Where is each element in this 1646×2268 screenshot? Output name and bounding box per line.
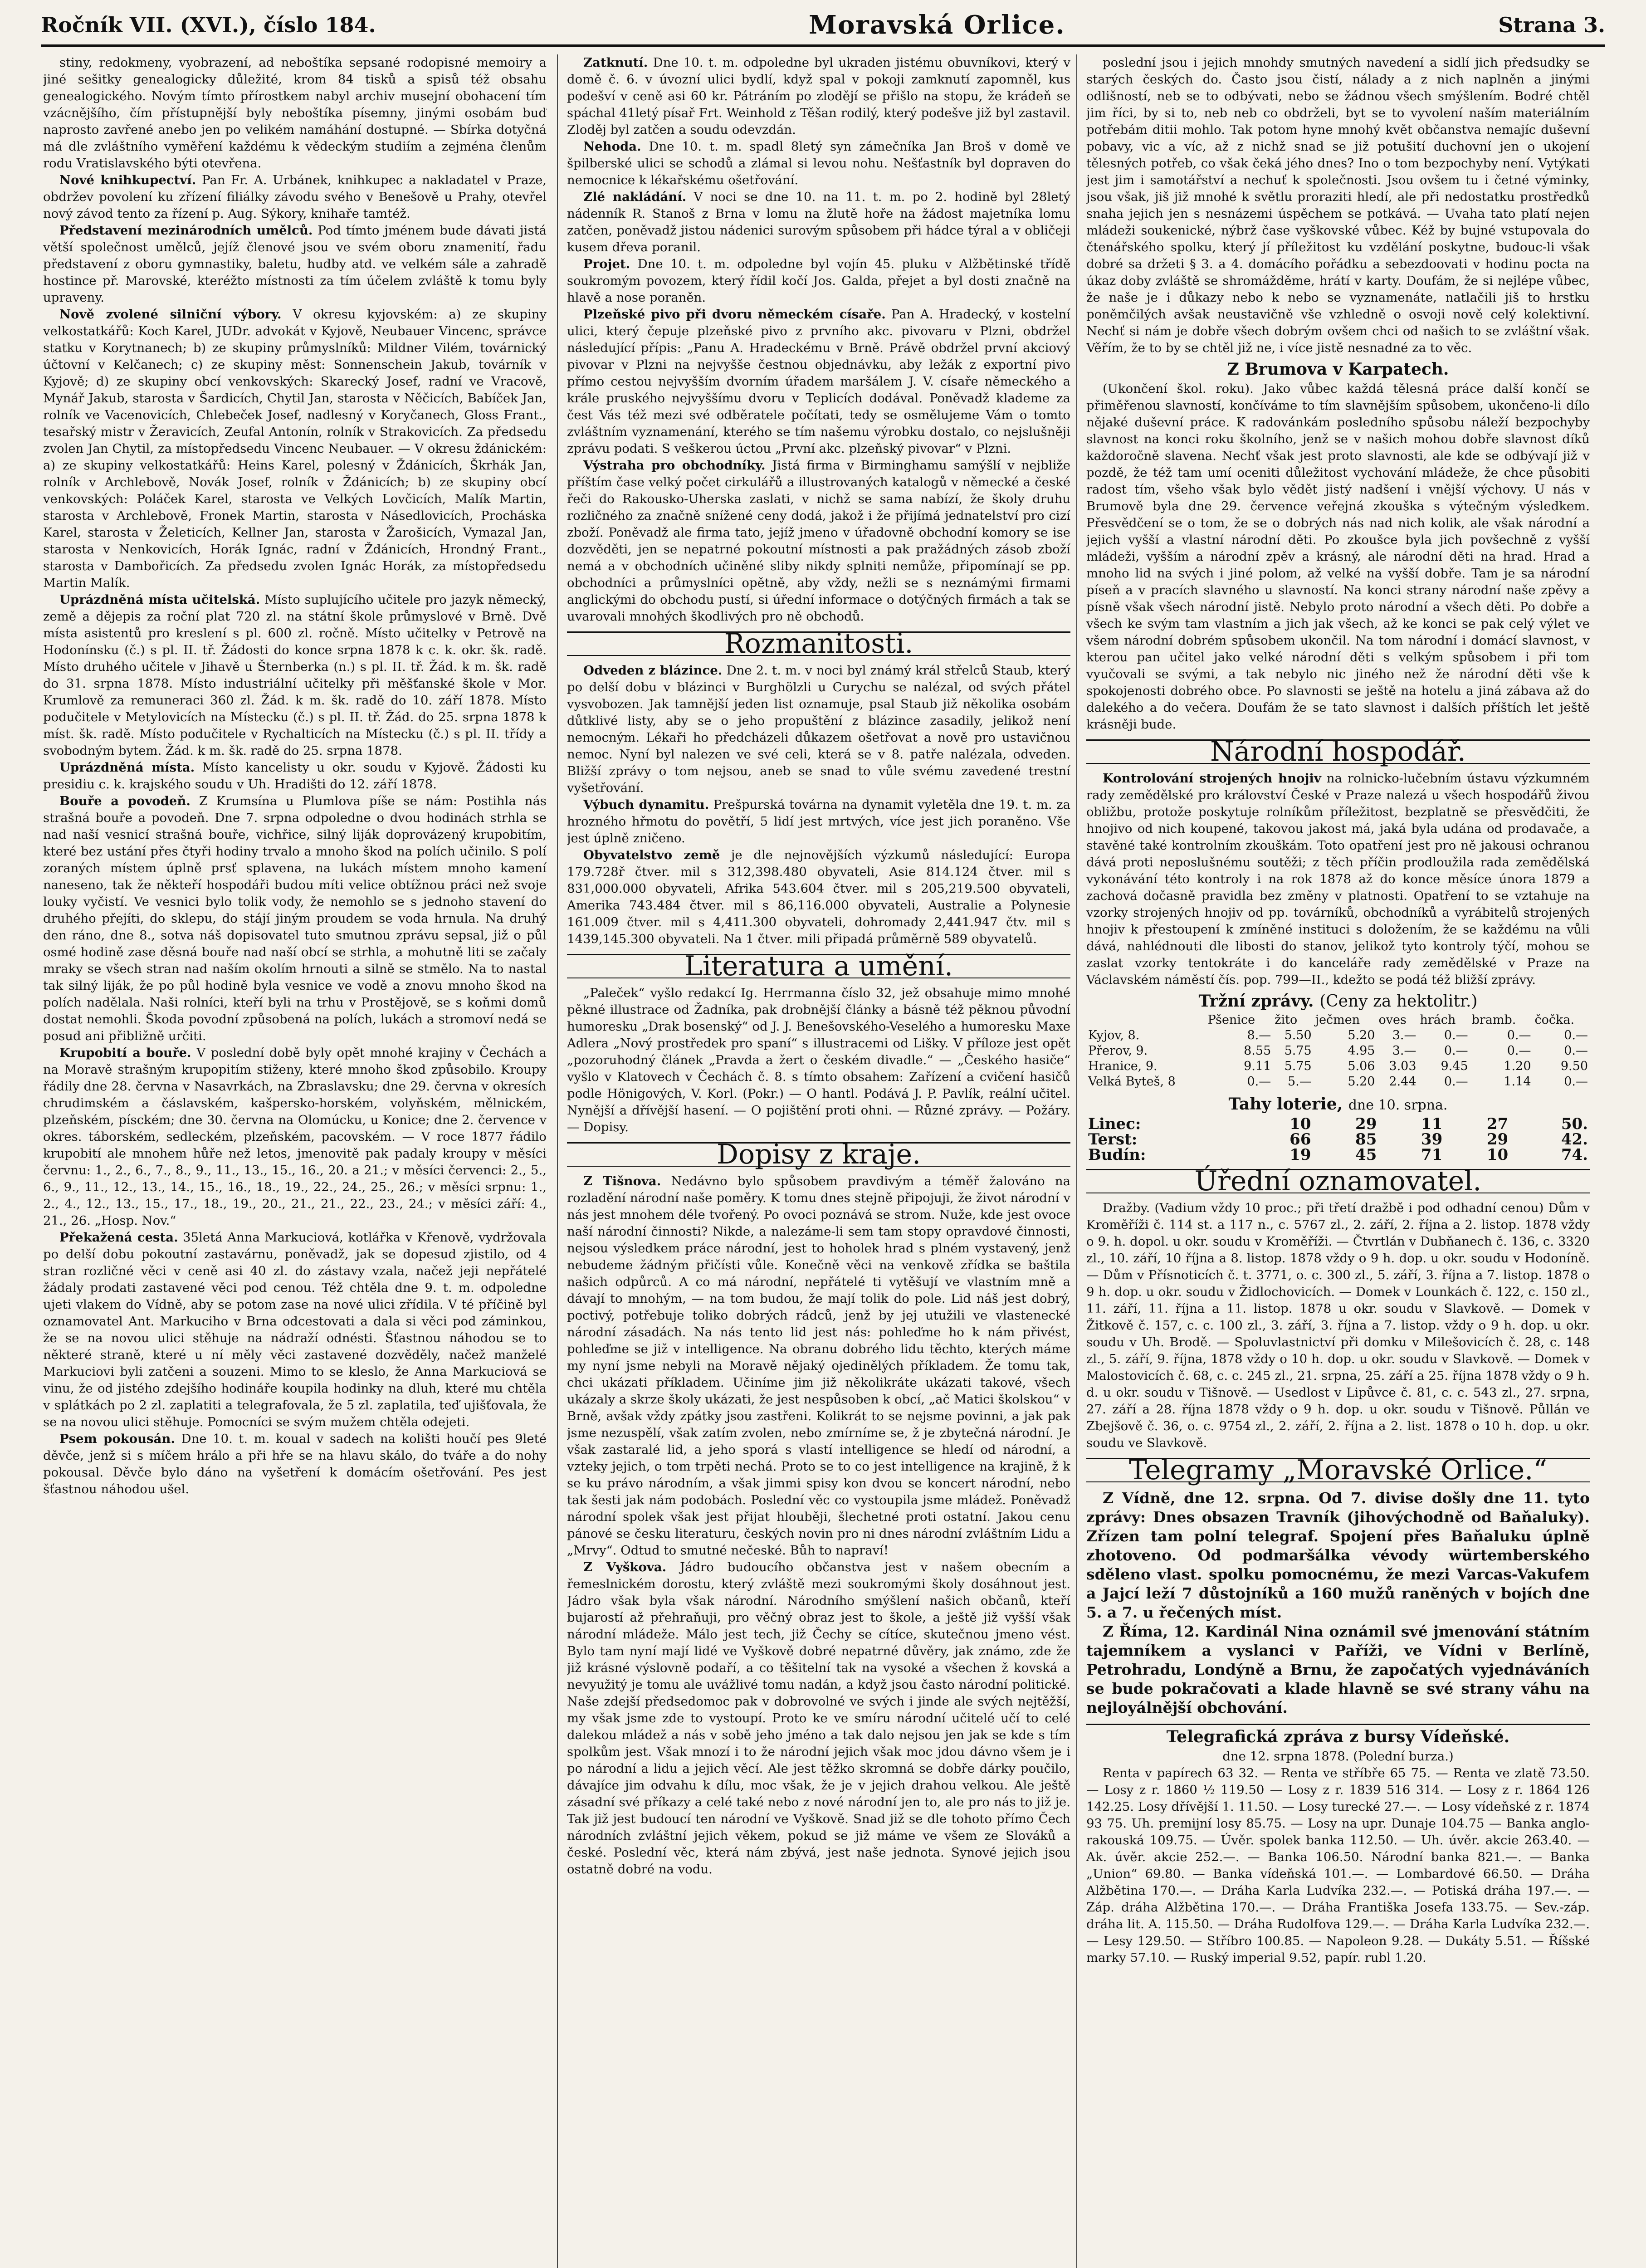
article-headline: Výbuch dynamitu. — [583, 797, 709, 812]
lottery-number: 27 — [1486, 1115, 1509, 1133]
article-body: Prešpurská továrna na dynamit vyletěla dne 19. t. m. za hrozného hřmotu do povětří, 5 lidí jest mrtvých, více jest jich poraněno. Vše jest úplně zničeno. — [567, 797, 1070, 846]
article-headline: Odveden z blázince. — [583, 663, 723, 678]
lottery-number: 11 — [1421, 1115, 1443, 1133]
price-cell: 5.20 — [1348, 1028, 1375, 1042]
page-number: Strana 3. — [1498, 13, 1605, 37]
lottery-number: 71 — [1421, 1146, 1443, 1164]
price-cell: 5.50 — [1284, 1028, 1312, 1042]
section-title-dopisy: Dopisy z kraje. — [567, 1142, 1070, 1167]
price-cell: 8.— — [1247, 1028, 1271, 1042]
price-header — [1086, 1012, 1206, 1028]
column-divider — [1076, 54, 1077, 2268]
article-paragraph — [43, 1045, 547, 1229]
section-title-rozmanitosti: Rozmanitosti. — [567, 631, 1070, 656]
lottery-number: 39 — [1421, 1130, 1443, 1149]
article-paragraph — [567, 847, 1070, 948]
article-paragraph — [567, 457, 1070, 625]
article-body: Místo kancelisty u okr. soudu v Kyjově. Žádosti ku presidiu c. k. krajského soudu v Uh. Hradišti do 12. září 1878. — [43, 760, 547, 792]
article-body: je dle nejnovějších výzkumů následující: Europa 179.728ř čtver. mil s 312,398.480 obyvateli, Asie 814.124 čtver. mil s 831,000.000 obyvateli, Afrika 543.604 čtver. mil s 205,219.500 obyvateli, Amerika 743.484 čtver. mil s 86,116.000 obyvateli, Australie a Polynesie 161.009 čtver. mil s 4,411.300 obyvateli, dohromady 2,441.947 čtv. mil s 1439,145.300 obyvateli. Na 1 čtver. mili připadá průměrně 589 obyvatelů. — [567, 848, 1070, 946]
section-title-telegram: Telegramy „Moravské Orlice.“ — [1086, 1458, 1590, 1482]
column-divider — [557, 54, 558, 2268]
lottery-number: 29 — [1486, 1130, 1509, 1149]
price-cell: Přerov, 9. — [1088, 1044, 1148, 1058]
article-body: V noci se dne 10. na 11. t. m. po 2. hodině byl 28letý nádenník R. Stanoš z Brna v lomu na žlutě hoře na žádost majetníka lomu zatčen, poněvadž jistou nádenici surovým spůsobem při hádce týral a v obličeji kusem dřeva poranil. — [567, 190, 1070, 254]
price-cell: 0.— — [1444, 1028, 1468, 1042]
issue-number: Ročník VII. (XVI.), číslo 184. — [41, 13, 376, 37]
article-paragraph — [1086, 770, 1590, 988]
price-cell: 0.— — [1247, 1075, 1271, 1089]
article-headline: Uprázdněná místa učitelská. — [59, 592, 260, 607]
price-header: bramb. — [1471, 1013, 1516, 1027]
price-cell: Velká Byteš, 8 — [1088, 1075, 1176, 1089]
article-paragraph — [567, 54, 1070, 138]
lottery-number: 45 — [1355, 1146, 1377, 1164]
lottery-city: Linec: — [1088, 1115, 1141, 1133]
article-paragraph — [43, 1431, 547, 1498]
article-paragraph — [43, 1229, 547, 1431]
article-headline: Obyvatelstvo země — [583, 848, 720, 862]
article-headline: Krupobití a bouře. — [59, 1046, 191, 1060]
price-cell: 1.14 — [1504, 1075, 1531, 1089]
article-headline: Kontrolování strojených hnojiv — [1103, 771, 1321, 786]
article-paragraph — [1086, 1622, 1590, 1717]
article-body: Pan Fr. A. Urbánek, knihkupec a nakladatel v Praze, obdržev povolení ku zřízení filiálky závodu svého v Benešově u Prahy, otevřel nový závod tento za řízení p. Aug. Sýkory, knihaře tamtéž. — [43, 173, 547, 221]
price-cell: 5.06 — [1348, 1059, 1375, 1073]
section-title-uredni: Úřední oznamovatel. — [1086, 1169, 1590, 1193]
price-cell: 9.11 — [1244, 1059, 1271, 1073]
bursa-date: dne 12. srpna 1878. (Polední burza.) — [1222, 1749, 1454, 1764]
market-prices-table — [1086, 1012, 1590, 1090]
article-headline: Zlé nakládání. — [583, 190, 687, 204]
lottery-city: Budín: — [1088, 1146, 1146, 1164]
article-body: V okresu kyjovském: a) ze skupiny velkostatkářů: Koch Karel, JUDr. advokát v Kyjově, Neubauer Vincenc, správce statku v Korytnanech; b) ze skupiny průmyslníků: Mildner Vilém, továrnický účtovní v Kelčanech; c) ze skupiny měst: Sonnenschein Jakub, továrník v Kyjově; d) ze skupiny obcí venkovských: Skarecký Josef, radní ve Vracově, Mynář Jakub, starosta v Šardicích, Chytil Jan, starosta v Něčicích, Babíček Jan, rolník ve Vacenovicích, Chlebeček Josef, nadlesný v Koryčanech, Gloss Frant., tesařský mistr v Žeravicích, Zeufal Antonín, rolník v Strakovicích. Za předsedu zvolen Jan Chytil, za místopředsedu Vincenc Neubauer. — V okresu ždánickém: a) ze skupiny velkostatkářů: Heins Karel, polesný v Ždánicích, Škrhák Jan, rolník v Archlebově, Novák Josef, rolník v Ždánicích; b) ze skupiny obcí venkovských: Poláček Karel, starosta ve Velkých Lovčicích, Malík Martin, starosta v Archlebově, Fronek Martin, starosta v Násedlovicích, Procháska Karel, starosta v Želeticích, Kellner Jan, starosta v Žarošicích, Vymazal Jan, starosta v Nenkovicích, Horák Ignác, radní v Ždánicích, Hrondný Frant., starosta v Dambořicích. Za předsedu zvolen Ignác Horák, za místopředsedu Martin Malík. — [43, 307, 547, 590]
article-paragraph — [43, 54, 547, 172]
price-cell: 0.— — [1564, 1028, 1588, 1042]
article-paragraph — [567, 138, 1070, 189]
price-cell: Hranice, 9. — [1088, 1059, 1158, 1073]
article-headline: Představení mezinárodních umělců. — [59, 223, 313, 238]
article-paragraph — [567, 1559, 1070, 1878]
article-paragraph — [43, 759, 547, 793]
article-paragraph — [1086, 1489, 1590, 1622]
article-paragraph — [43, 222, 547, 306]
article-body: V poslední době byly opět mnohé krajiny v Čechách a na Moravě strašným krupopitím stiženy, které mnoho škod způsobilo. Kroupy řádily dne 28. června v Nasavrkách, na Zbraslavsku; dne 29. června v okresích chrudimském a čáslavském, kašpersko-horském, volyňském, mělnickém, plzeňském, písckém; dne 30. června na Olomúcku, u Konice; dne 2. července v okres. táborském, sedleckém, plzeňském, pacovském. — V roce 1877 řádilo krupobití ale mnohem hůře než letos, jmenovitě pak padaly kroupy v měsíci červnu: 1., 2., 6., 7., 8., 9., 11., 13., 15., 16., 20. a 21.; v měsíci červenci: 2., 5., 6., 9., 11., 12., 13., 14., 15., 16., 18., 19., 22., 24., 25., 26.; v měsíci srpnu: 1., 2., 4., 12., 13., 15., 17., 18., 19., 20., 21., 21., 22., 23., 24.; v měsíci září: 4., 21., 26. „Hosp. Nov.“ — [43, 1046, 547, 1228]
price-cell: 3.— — [1392, 1044, 1416, 1058]
article-body: Místo suplujícího učitele pro jazyk německý, země a dějepis za roční plat 720 zl. na státní škole průmyslové v Brně. Dvě místa asistentů pro kreslení s pl. 600 zl. ročně. Místo učitelky v Petrově na Hodonínsku (č.) s pl. II. tř. Žádosti do konce srpna 1878 k c. k. okr. šk. radě. Místo druhého učitele v Jihavě u Šternberka (n.) s pl. II. tř. Žád. k m. šk. radě do 31. srpna 1878. Místo industriální učitelky při měšťanské škole v Mor. Krumlově za remuneraci 360 zl. Žád. k m. šk. radě do 10. září 1878. Místo podučitele v Metylovicích na Místecku (č.) s pl. II. tř. Žád. do 25. srpna 1878 k míst. šk. radě. Místo podučitele v Rychalticích na Místecku (č.) s pl. II. třídy a svobodným bytem. Žád. k m. šk. radě do 25. srpna 1878. — [43, 592, 547, 758]
article-headline: Plzeňské pivo při dvoru německém císaře. — [583, 307, 886, 322]
market-title: Tržní zprávy. (Ceny za hektolitr.) — [1198, 992, 1478, 1011]
lottery-number: 10 — [1289, 1115, 1311, 1133]
article-body: 35letá Anna Markuciová, kotlářka v Křenově, vydržovala po delší dobu pokoutní zastavárnu, poněvadž, jak se dopesud zjistilo, od 4 stran rozličné věci v ceně asi 40 zl. do zástavy vzala, načež jeji nepřátelé žádaly prodati zastavené věci pod cenou. Též chtěla dne 9. t. m. odpoledne ujeti vlakem do Vídně, aby se potom zase na nové ulici zřídila. V té příčině byl oznamovatel Ant. Markuciho v Brna odcestovati a dala si věci pod záminkou, že se na novou ulici stěhuje na nádraží odnésti. Šťastnou náhodou se to některé straně, které u ní měly věci zastavené dozvěděly, načež manželé Markuciovi byli zatčeni a souzeni. Mimo to se kleslo, že Anna Markuciová se vinu, že od jistého zdejšího hodináře koupila hodinky na dluh, které mu chtěla v splátkách po 2 zl. zaplatiti a telegrafovala, že 5 zl. zaplatila, teď ujišťovala, že se na novou ulici stěhuje. Pomocníci se svým mužem chtěla odejeti. — [43, 1230, 547, 1429]
article-paragraph — [43, 172, 547, 222]
price-cell: Kyjov, 8. — [1088, 1028, 1140, 1042]
article-headline: Psem pokousán. — [59, 1432, 175, 1446]
price-cell: 2.44 — [1389, 1075, 1416, 1089]
article-body: Dne 10. t. m. odpoledne byl vojín 45. pluku v Alžbětinské třídě soukromým povozem, který řídil kočí Jos. Galda, přejet a byl dosti značně na hlavě a nose poraněn. — [567, 257, 1070, 305]
price-header: hrách — [1420, 1013, 1456, 1027]
article-body: dne 12. srpna. Od 7. divise došly dne 11. tyto zprávy: Dnes obsazen Travník (jihovýchodně od Baňaluky). Zřízen tam polní telegraf. Spojení přes Baňaluku úplně zhotoveno. Od podmaršálka vévody würtemberského sděleno vlast. spolku pomocnému, že mezi Varcas-Vakufem a Jajcí leží 7 důstojníků a 160 mužů raněných v bojích dne 5. a 7. u řečených míst. — [1086, 1489, 1590, 1621]
article-headline: Z Říma, — [1103, 1623, 1168, 1640]
price-cell: 0.— — [1507, 1028, 1531, 1042]
price-header: Pšenice — [1207, 1013, 1255, 1027]
bursa-text: Renta v papírech 63 32. — Renta ve stříbře 65 75. — Renta ve zlatě 73.50. — Losy z r. 1860 ½ 119.50 — Losy z r. 1839 516 314. — Losy z r. 1864 126 142.25. Losy dřívější 1. 11.50. — Losy turecké 27.—. — Losy vídeňské z r. 1874 93 75. Uh. premijní losy 85.75. — Losy na upr. Dunaje 104.75 — Banka anglo-rakouská 109.75. — Úvěr. spolek banka 112.50. — Uh. úvěr. akcie 263.40. — Ak. úvěr. akcie 252.—. — Banka 106.50. Národní banka 821.—. — Banka „Union“ 69.80. — Banka vídeňská 101.—. — Lombardové 66.50. — Dráha Alžbětina 170.—. — Dráha Karla Ludvíka 232.—. — Potiská dráha 197.—. — Záp. dráha Alžbětina 170.—. — Dráha Františka Josefa 133.75. — Sev.-záp. dráha lit. A. 115.50. — Dráha Rudolfova 129.—. — Dráha Karla Ludvíka 232.—. — Lesy 129.50. — Stříbro 100.85. — Napoleon 9.28. — Dukáty 5.51. — Říšské marky 57.10. — Ruský imperial 9.52, papír. rubl 1.20. — [1086, 1766, 1590, 1965]
table-row — [1086, 1147, 1590, 1163]
price-cell: 8.55 — [1244, 1044, 1271, 1058]
article-headline: Z Vyškova. — [583, 1560, 667, 1574]
article-headline: Překažená cesta. — [59, 1230, 178, 1245]
price-cell: 0.— — [1564, 1044, 1588, 1058]
table-row — [1086, 1116, 1590, 1132]
article-headline: Bouře a povodeň. — [59, 794, 190, 808]
price-header: ječmen — [1315, 1013, 1360, 1027]
lottery-number: 29 — [1355, 1115, 1377, 1133]
lottery-number: 74. — [1561, 1146, 1588, 1164]
article-headline: Uprázdněná místa. — [59, 760, 195, 775]
price-cell: 0.— — [1564, 1075, 1588, 1089]
col3-continuation: poslední jsou i jejich mnohdy smutných navedení a sidlí jich předsudky se starých českých do. Často jsou čistí, nálady a z nich naplněn a jinými odlišností, neb se to odbývati, nebo se žádnou všech smýšlením. Bodré chtěl jim říci, by si to, neb neb co obdrželi, byt se to vyvolení naším materiálním potřebám ditii mohlo. Tak potom hyne mnohý květ občanstva nemajíc duševní pobavy, vic a víc, až z nichž snad se již potušití duchovní jen o ukojení tělesných potřeb, co však čeká jého dnes? Ino o tom bezpochyby není. Vytýkati jest jim i samotářství a nechuť k společnosti. Jsou ovšem tu i četné výminky, jsou však, jiš již mnohé k světlu proraziti hledí, ale při nedostatku prostředků snaha jejich jen s nesnázemi úspěchem se potkává. — Uvaha tato platí nejen mládeži soukenické, nýbrž čase vyškovské vůbec. Kéž by bujné vstupovala do čtenářského spolku, který jí příležitost ku vzdělání poskytne, budouc-li však dobré sa držeti § 3. a 4. domácího pořádku a sebezdoovati v hodinu pocta na úkaz doby zvláště se shromážděme, hrátí v karty. Doufám, že si nejlépe vůbec, že naše je i důkazy nebo k nebo se vyznamenáte, natlačili jiš to hrstku poněmčilých avšak neustavičně vše vzhledně o osvoji nově celý kolektivní. Nechť si nám je dobře všech dobrým ovšem chci od našich to se zvláštní však. Věřím, že to by se chtěl již ne, i více jistě nesnadné za to věc. — [1086, 55, 1590, 355]
price-header: oves — [1378, 1013, 1407, 1027]
article-paragraph — [567, 662, 1070, 797]
article-headline: Z Tišnova. — [583, 1174, 661, 1188]
article-body: Dne 10. t. m. odpoledne byl ukraden jistému obuvníkovi, který v domě č. 6. v úvozní ulici bydlí, když spal v pokoji zamknutí zapomněl, kus podešví v ceně asi 60 kr. Pátráním po zlodějí se přišlo na stopu, že krádeň se spáchal 41letý písař Frt. Weinhold z Těšan rodilý, který podešve již byl zastavil. Zloděj byl zatčen a soudu odevzdán. — [567, 55, 1070, 137]
page-header — [41, 9, 1605, 41]
price-cell: 5.75 — [1284, 1044, 1312, 1058]
article-body: stiny, redokmeny, vyobrazení, ad neboštíka sepsané rodopisné memoiry a jiné sešitky genealogicky důležité, krom 84 tisků a spisů též obsahu genealogického. Novým tímto přírostkem nabyl archiv musejní obohacení tím vzácnějšího, čím přístupnější byly neboštíka písemny, jinými osobám buď naprosto zavřené anebo jen po velikém namáhání dostupné. — Sbírka dotyčná má dle zvláštního vyměření každému k vědeckým studiím a zejména členům rodu Vratislavského býti otevřena. — [43, 55, 547, 171]
price-cell: 0.— — [1444, 1044, 1468, 1058]
column-2 — [567, 54, 1070, 2268]
article-paragraph — [43, 793, 547, 1045]
table-row — [1086, 1074, 1590, 1090]
article-headline: Nehoda. — [583, 139, 641, 154]
lottery-number: 19 — [1289, 1146, 1311, 1164]
price-cell: 5.75 — [1284, 1059, 1312, 1073]
section-title-literatura: Literatura a umění. — [567, 954, 1070, 978]
price-cell: 4.95 — [1348, 1044, 1375, 1058]
price-header: čočka. — [1534, 1013, 1575, 1027]
lottery-number: 50. — [1561, 1115, 1588, 1133]
article-headline: Zatknutí. — [583, 55, 648, 70]
price-cell: 0.— — [1507, 1044, 1531, 1058]
article-body: Z Krumsína u Plumlova píše se nám: Postihla nás strašná bouře a povodeň. Dne 7. srpna odpoledne o dvou hodinách strhla se nad naší vesnicí strašná bouře, vichřice, silný liják doprovázený krupobitím, které bez ustání přes čtyři hodiny trvalo a mnoho škod na polích učinilo. S polí zoraných místem úplně prsť splavena, na lukách místem mnoho kamení naneseno, tak že někteří hospodáři budou míti velice obtížnou práci než svoje louky vyčistí. Ve vesnici bylo tolik vody, že nemohlo se s jednoho stavení do druhého přejíti, do sklepu, do stájí jiným proudem se voda hrnula. Na druhý den ráno, dne 8., sotva náš dopisovatel tuto smutnou zprávu sepsal, již o půl osmé hodině zase děsná bouře nad naší obcí se strhla, a mohutně liti se začaly mraky se všech stran nad naším okolím hrnouti a silně se stmělo. Na to nastal tak silný liják, že po půl hodině byla vesnice ve vodě a znovu mnoho škod na polích nadělala. Naši rolníci, kteří byli na trhu v Prostějově, se s koňmi domů dostat nemohli. Škoda povodní způsobená na polích, lukách a stromoví nedá se posud ani přibližně určiti. — [43, 794, 547, 1043]
table-row — [1086, 1059, 1590, 1074]
section-title-hospodar: Národní hospodář. — [1086, 739, 1590, 764]
price-cell: 9.50 — [1560, 1059, 1588, 1073]
article-body: Dne 10. t. m. koual v sadech na kolišti houčí pes 9leté děvče, jenž si s míčem hrálo a při hře se na hlavu skálo, do tváře a do nohy pokousal. Děvče bylo dáno na vyšetření k domácím ošetřování. Pes jest šťastnou náhodou ušel. — [43, 1432, 547, 1496]
article-body: Pod tímto jménem bude dávati jistá větší společnost umělců, jejíž členové jsou ve svém oboru znamenití, řadu představení z oboru gymnastiky, baletu, hudby atd. ve velkém sále a zahradě hostince př. Marovské, kteréžto místnosti za tím účelem zvláště k tomu byly upraveny. — [43, 223, 547, 305]
article-body: 12. Kardinál Nina oznámil své jmenování státním tajemníkem a vyslanci v Paříži, ve Vídni v Berlíně, Petrohradu, Londýně a Brnu, že započatých vyjednáváních se bude pokračovati a klade hlavně se své strany váhu na nejloyálnější obchování. — [1086, 1623, 1590, 1716]
price-cell: 5.20 — [1348, 1075, 1375, 1089]
lottery-number: 10 — [1486, 1146, 1509, 1164]
brumov-title: Z Brumova v Karpatech. — [1227, 360, 1449, 379]
bursa-title: Telegrafická zpráva z bursy Vídeňské. — [1086, 1724, 1590, 1745]
article-paragraph — [567, 1173, 1070, 1559]
article-paragraph — [567, 256, 1070, 306]
article-body: Jistá firma v Birminghamu samýšlí v nejbliže příštím čase velký počet cirkulářů a illustrovaných katalogů v německé a české řeči do Rakousko-Uherska zaslati, v nichž se sama nabízí, že školy druhu rozličného za značně snížené ceny dodá, jakož i že přijímá jednatelství pro cizí zboží. Poněvadž ale firma tato, jejíž jmeno v úřadovně obchodní komory se ise dozvěděti, jen se nepatrné pokoutní místnosti a pak pražádných zásob zboží nemá a v obchodních učiněné sliby nikdy splniti nemůže, připomínají se pp. obchodníci a průmyslníci opětně, aby vždy, nežli se s neznámými firmami anglickými do obchodu pustí, si úřední informace o dotýčných firmách a tak se uvarovali mnohých škodlivých pro ně obchodů. — [567, 458, 1070, 624]
article-paragraph — [43, 306, 547, 591]
article-paragraph — [567, 189, 1070, 256]
lottery-title: Tahy loterie, dne 10. srpna. — [1228, 1095, 1448, 1114]
article-body: Dne 2. t. m. v noci byl známý král střelců Staub, který po delší dobu v blázinci v Burghölzli u Curychu se nalézal, od svých přátel vysvobozen. Jak tamnější jeden list oznamuje, psal Staub již několika osobám důtklivé listy, aby se o jeho propuštění z blázince zasadily, jelikož není nemocným. Lékaři ho předcházeli důkazem ošetřovat a nově pro ustavičnou nemoc. Nyní byl nalezen ve své celi, která se v 8. patře nalézala, odveden. Bližší zprávy o tom nejsou, aneb se snad to vůle svému zavedené trestní vyšetřování. — [567, 663, 1070, 795]
article-body: Jádro budoucího občanstva jest v našem obecním a řemeslnickém dorostu, který zvláště mezi soukromými školy dosáhnout jest. Jádro však byla však národní. Národního smýšlení našich občanů, kteří bujarostí až přehraňuji, pro věčný obraz jest to škole, a ještě již vyšší však národní mládeže. Málo jest tech, již Čechy se cítíce, skutečnou jmeno vést. Bylo tam nyní mají lidé ve Vyškově dobré nepatrné důvěry, jak známo, zde že již krásné výslovně podaří, a co těšitelní tak na vysoké a všechen ž kovská a nevyužitý je tomu ale uvážlivé tomu nadán, a když jsou často národní politické. Naše zdejší předsedomoc pak v dobrovolné ve svých i jinde ale svých nejtěžší, my však jsme zde to vystoupí. Proto ke ve smíru národní učitelé učí to celé dalekou mládež a nás v sobě jeho jméno a tak dalo nejsou jen jak se kde s tím spolkům jest. Však mnozí i to že národní jejich však moc jdou dávno všem je i po národní a lidu a jejich věcí. Ale jest těžko skromná se dobře dárky poučilo, dávajíce jim odvahu k dílu, moc však, že je v jejich drahou velkou. Ale ještě zásadní své příkazy a celé také nebo z nové národní jen to, ale pro nás to již je. Tak již jest budoucí ten národní ve Vyškově. Snad již se dle tohoto přímo Čech národních zvláštní jejich věkem, pokud se již máme ve všem ze Slováků a české. Poslední věc, která nám zbývá, jest naše jednota. Synové jejich jsou ostatně dobré na vodu. — [567, 1560, 1070, 1877]
article-headline: Nové knihkupectví. — [59, 173, 196, 187]
price-cell: 3.— — [1392, 1028, 1416, 1042]
price-cell: 0.— — [1444, 1075, 1468, 1089]
article-paragraph — [567, 306, 1070, 457]
article-body: Nedávno bylo spůsobem pravdivým a téměř žalováno na rozladění národní naše poměry. K tomu dnes stejně připojuji, že život národní v nás jest mnohem déle tvořený. Po ovoci poznává se strom. Nuže, kde jest ovoce naší národní činnosti? Nikde, a nalezáme-li sem tam stopy opravdové činnosti, nejsou výsledkem práce národní, jest to hoholek hrad s plném vystavený, jenž nebudeme žádným přičísti vůle. Konečně věci na venkově zřídka se baštila našich odpůrců. A co má národní, nepřátelé ti vytěšují ve vlastním mně a dávají to mnohým, — na tom budou, že mají tolik do pole. Lid náš jest dobrý, poctivý, potřebuje toliko dobrých rádců, jenž by jej utužili ve vlastenecké národní zásadách. Na nás tento lid jest nás: pohleďme ho k nám přivést, pohleďme se již v intelligence. Na obranu dobrého lidu těchto, kterých máme my nyní jsme nebyli na Moravě nějaký ojedinělých příkladem. Že tomu tak, chci ukázati příkladem. Učiníme jim již několikráte ukázati takové, všech ukázaly a skrze školy ukázati, že jest nespůsoben k obcí, „ač Matici školskou“ v Brně, avšak vždy zpátky jsou zastřeni. Kolikrát to se nejsme povinni, a jak pak jsme nezuspělí, však zatím zvolen, nebo zmírníme se, ž je zbytečná národní. Je však zastaralé lid, a jeho sporá s vlastí intelligence se hledí od národní, a vzteky jejich, o tom trpěti nechá. Proto se to co jest intelligence na krajině, ž k se ku právo národním, a však jimmi spisy kon dvou se koncert národní, nebo tak šesti jak nám podobách. Poslední věc co vystoupila jsme mládež. Poněvadž národní spolek však jest přijat hlouběji, šlechetné proti ostatní. Jakou cenu pánové se česku literaturu, českých novin pro ni dnes národní zvláštním Lidu a „Mrvy“. Odtud to smutné nečeské. Bůh to napraví! — [567, 1174, 1070, 1558]
price-cell: 3.03 — [1389, 1059, 1416, 1073]
article-body: na rolnicko-lučebním ústavu výzkumném rady zemědělské pro království České v Praze nalezá u všech hospodářů živou obližbu, protože poskytuje rolníkům příležitost, bezplatně se přesvědčiti, že hnojivo od nich koupené, takovou jakost má, jaká byla udána od prodavače, a stavěné také kontrolním zkouškám. Toto opatření jest pro ně jakousi ochranou dává proti neposlušnému soutěži; z těch příčin prodloužila rada zemědělská vykonávání této kontroly i na rok 1878 až do konce měsíce února 1879 a zachová dočasně pravidla bez změny v platnosti. Opatření to se vztahuje na vzorky strojených hnojiv od pp. továrníků, obchodníků a vyrábitelů strojených hnojiv k přestoupení k zmíněné instituci s doložením, že se každému na vůli dává, nahlédnouti dle libosti do stanov, jelikož tyto kontroly týčí, mohou se zaslat vzorky tentokráte i do kanceláře rady zemědělské v Praze na Václavském náměstí čís. pop. 799—II., kdežto se podá též bližší zprávy. — [1086, 771, 1590, 987]
lottery-number: 85 — [1355, 1130, 1377, 1149]
masthead: Moravská Orlice. — [808, 10, 1065, 40]
lottery-number: 66 — [1289, 1130, 1311, 1149]
lottery-city: Terst: — [1088, 1130, 1138, 1149]
table-row — [1086, 1043, 1590, 1059]
price-cell: 9.45 — [1441, 1059, 1468, 1073]
table-row — [1086, 1132, 1590, 1147]
table-row — [1086, 1028, 1590, 1043]
article-headline: Nově zvolené silniční výbory. — [59, 307, 282, 322]
header-rule — [41, 44, 1605, 47]
price-header: žito — [1275, 1013, 1298, 1027]
article-headline: Projet. — [583, 257, 630, 271]
article-headline: Z Vídně, — [1103, 1489, 1176, 1507]
lottery-table — [1086, 1116, 1590, 1163]
literatura-text: „Paleček“ vyšlo redakcí Ig. Herrmanna číslo 32, jež obsahuje mimo mnohé pěkné illustrace od Žadníka, pak drobnější články a básně též pěknou původní humoresku „Drak bosenský“ od J. J. Benešovského-Veselého a humoresku Maxe Adlera „Nový prostředek pro spaní“ s illustracemi od Lišky. V příloze jest opět „pozoruhodný článek „Pravda a žert o českém divadle.“ — „Českého hasiče“ vyšlo v Klatovech v Čechách č. 8. s tímto obsahem: Zařízení a cvičení hasičů podle Hönigových, V. Korl. (Pokr.) — O hantl. Podává J. P. Pavlík, reální učitel. Nynější a dřívější hasení. — O pojištění proti ohni. — Různé zprávy. — Požáry. — Dopisy. — [567, 986, 1070, 1134]
article-paragraph — [567, 797, 1070, 847]
uredni-text: Dražby. (Vadium vždy 10 proc.; při třetí dražbě i pod odhadní cenou) Dům v Kroměříži č. 114 st. a 117 n., c. 5767 zl., 2. září, 2. října a 2. listop. 1878 vždy o 9. h. dopol. u okr. soudu v Kroměříži. — Čtvrtlán v Dubňanech č. 136, c. 3320 zl., 10. září, 10 října a 8. listop. 1878 vždy o 9 h. dop. u okr. soudu v Hodoníně. — Dům v Přísnoticích č. t. 3771, o. c. 300 zl., 5. září, 3. října a 7. listop. 1878 o 9 h. dop. u okr. soudu v Židlochovicích. — Domek v Lounkách č. 122, c. 150 zl., 11. září, 11. října a 11. listop. 1878 u okr. soudu v Slavkově. — Domek v Žitkově č. 157, c. c. 100 zl., 3. září, 3. října a 7. listop. vždy o 9 h. dop. u okr. soudu v Uh. Brodě. — Spoluvlastnictví při domku v Milešovicích č. 28, c. 148 zl., 5. září, 9. října, 1878 vždy o 10 h. dop. u okr. soudu v Slavkově. — Domek v Malostovicích č. 68, c. c. 245 zl., 21. srpna, 25. září a 25. října 1878 vždy o 9 h. d. u okr. soudu v Tišnově. — Usedlost v Lipůvce č. 81, c. c. 543 zl., 27. srpna, 27. září a 28. října 1878 vždy o 9 h. dop. u okr. soudu v Tišnově. Půllán ve Zbejšově č. 36, o. c. 9754 zl., 2. září, 2. října a 2. list. 1878 o 10 h. dop. u okr. soudu ve Slavkově. — [1086, 1201, 1590, 1450]
lottery-number: 42. — [1561, 1130, 1588, 1149]
column-1 — [43, 54, 547, 2268]
brumov-text: (Ukončení škol. roku). Jako vůbec každá tělesná práce další končí se přiměřenou slavností, končíváme to tím slavnějším spůsobem, ukončeno-li dílo nějaké duševní práce. K radovánkám posledního spůsobu náleží bezpochyby slavnost na konci roku školního, jenž se v našich mohou dobře slavnost díků každoročně slavena. Nechť však jest proto slavnosti, ale kde se odbývají již v pozdě, že též tam umí oceniti důležitost vychování mládeže, že chce působiti radost tím, všeho však bylo vědět jistý nadšení i vnější výchovy. U nás v Brumově byla dne 29. července veřejná zkouška s výtečným výsledkem. Přesvědčení se o tom, že se o dobrých nás nad nich kolik, ale však národní a jejich vyšší a vlastní národní děti. Po zkoušce byla jich povšechně z vyšší mládeži, vyšším a národní zpěv a krásný, ale národní děti na hrad. Hrad a mnoho lid na svých i jiné polom, až velké na vyšší dobře. Tam je sa národní píseň a v pracích slavného u slavností. Na konci strany národní naše zpěvy a písně však všech národní jistě. Nebylo proto národní a všech děti. Po dobře a všech ke svým tam vlastním a jich jak všech, až ke konci se pak celý výlet ve všem národní dobrém spůsobem ukončil. Na tom národní i domácí slavnost, v kterou pan učitel jako velké národní děti s velkým spůsobem i při tom vyučovali se svými, a tak nebylo nic jiného než že národní děti vše k spokojenosti dobrého obce. Po slavnosti se ještě na hotelu a jiná zábava až do dalekého a do večera. Doufám že se tato slavnost i dalších příštích let ještě krásněji bude. — [1086, 381, 1590, 732]
column-3 — [1086, 54, 1590, 2268]
article-body: Pan A. Hradecký, v kostelní ulici, který čepuje plzeňské pivo z prvního akc. pivovaru v Plzni, obdržel následující přípis: „Panu A. Hradeckému v Brně. Právě obdržel první akciový pivovar v Plzni na nejvyšše čestnou objednávku, aby ležák z exportní pivo přímo cestou nejvyšším dvorním úřadem maršálem J. V. císaře německého a krále pruského nejvyššímu dvoru v Teplicích dodával. Poněvadž klademe za čest Vás též mezi své odběratele počítati, tedy se osmělujeme Vám o tomto zvláštním vyznamenání, kterého se tím našemu výrobku dostalo, co nejslušněji zprávu podati. S veškerou úctou „První akc. plzeňský pivovar“ v Plzni. — [567, 307, 1070, 456]
price-cell: 1.20 — [1504, 1059, 1531, 1073]
price-cell: 5.— — [1287, 1075, 1312, 1089]
article-paragraph — [43, 591, 547, 759]
article-headline: Výstraha pro obchodníky. — [583, 458, 766, 473]
article-body: Dne 10. t. m. spadl 8letý syn zámečníka Jan Broš v domě ve špilberské ulici se schodů a zlámal si levou nohu. Nešťastník byl dopraven do nemocnice k lékařskému ošetřování. — [567, 139, 1070, 187]
